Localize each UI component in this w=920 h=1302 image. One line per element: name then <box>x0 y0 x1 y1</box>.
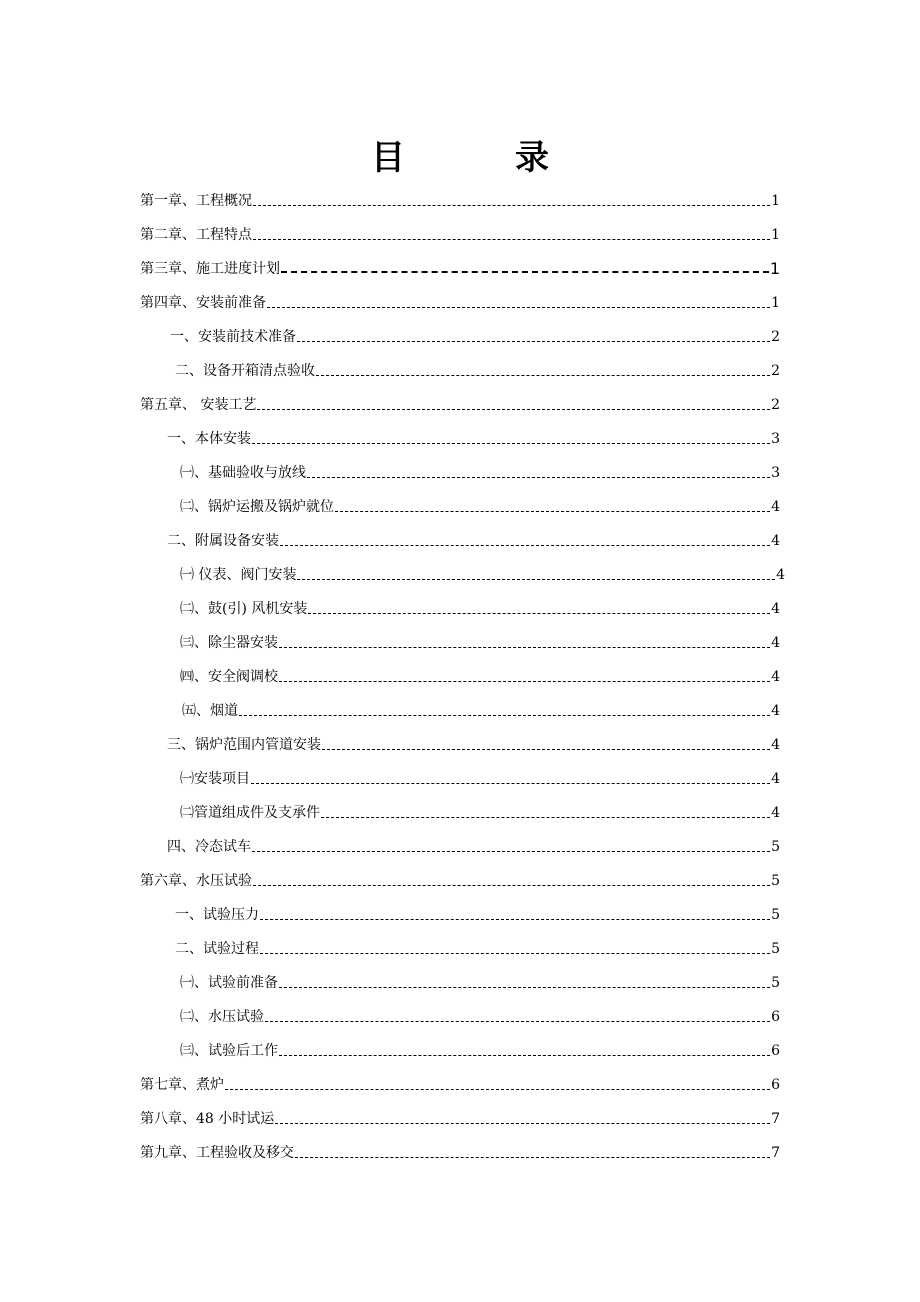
toc-entry[interactable] <box>140 225 780 245</box>
toc-entry[interactable] <box>140 1075 780 1095</box>
dot-leader <box>252 443 770 444</box>
toc-page-number: 2 <box>771 397 780 413</box>
title-char-right: 录 <box>515 138 549 178</box>
toc-page-number: 1 <box>771 295 780 311</box>
toc-entry[interactable] <box>180 565 785 585</box>
toc-entry-label: 一、试验压力 <box>175 907 259 923</box>
toc-entry[interactable] <box>140 395 780 415</box>
toc-entry[interactable] <box>140 191 780 211</box>
toc-entry-label: ㈡、鼓(引) 风机安装 <box>180 601 308 617</box>
toc-entry-label: 第二章、工程特点 <box>140 227 252 243</box>
toc-page-number: 4 <box>776 567 785 583</box>
toc-entry-label: ㈤、烟道 <box>182 703 238 719</box>
dot-leader <box>308 613 770 614</box>
dot-leader <box>225 1089 770 1090</box>
toc-entry-label: ㈡、锅炉运搬及锅炉就位 <box>180 499 334 515</box>
toc-page-number: 2 <box>771 329 780 345</box>
toc-page-number: 5 <box>771 941 780 957</box>
toc-entry[interactable] <box>180 1041 780 1061</box>
dot-leader <box>239 715 770 716</box>
toc-entry[interactable] <box>182 701 780 721</box>
toc-entry-label: 第四章、安装前准备 <box>140 295 266 311</box>
toc-entry[interactable] <box>140 1143 780 1163</box>
toc-page-number: 7 <box>771 1111 780 1127</box>
dot-leader <box>267 307 770 308</box>
dot-leader <box>279 987 770 988</box>
toc-entry-label: 二、试验过程 <box>175 941 259 957</box>
toc-entry-label: ㈠ 仪表、阀门安装 <box>180 567 297 583</box>
title-char-left: 目 <box>371 138 405 178</box>
toc-entry[interactable] <box>180 803 780 823</box>
toc-page-number: 5 <box>771 839 780 855</box>
dot-leader <box>251 783 770 784</box>
toc-entry[interactable] <box>180 1007 780 1027</box>
dot-leader <box>279 1055 770 1056</box>
toc-entry[interactable] <box>180 769 780 789</box>
dot-leader <box>252 851 770 852</box>
toc-entry[interactable] <box>167 837 780 857</box>
dot-leader <box>257 409 770 410</box>
toc-entry[interactable] <box>140 293 780 313</box>
toc-page-number: 5 <box>771 873 780 889</box>
dot-leader <box>321 817 770 818</box>
dot-leader <box>253 205 770 206</box>
toc-entry-label: ㈠安装项目 <box>180 771 250 787</box>
toc-entry-label: 第一章、工程概况 <box>140 193 252 209</box>
toc-entry[interactable] <box>180 633 780 653</box>
toc-page-number: 3 <box>771 431 780 447</box>
dot-leader <box>322 749 770 750</box>
toc-entry-label: 第三章、施工进度计划 <box>140 261 280 277</box>
dot-leader <box>307 477 770 478</box>
toc-entry-label: ㈠、基础验收与放线 <box>180 465 306 481</box>
toc-entry[interactable] <box>140 1109 780 1129</box>
toc-entry-label: 第六章、水压试验 <box>140 873 252 889</box>
toc-page-number: 4 <box>771 805 780 821</box>
toc-page-number: 5 <box>771 907 780 923</box>
toc-entry[interactable] <box>140 259 780 279</box>
toc-page-number: 5 <box>771 975 780 991</box>
toc-page-number: 4 <box>771 601 780 617</box>
dot-leader <box>265 1021 770 1022</box>
toc-entry-label: ㈢、试验后工作 <box>180 1043 278 1059</box>
toc-entry[interactable] <box>167 531 780 551</box>
dot-leader <box>316 375 770 376</box>
toc-entry[interactable] <box>180 667 780 687</box>
toc-entry-label: ㈡管道组成件及支承件 <box>180 805 320 821</box>
toc-entry-label: ㈠、试验前准备 <box>180 975 278 991</box>
toc-entry[interactable] <box>170 327 780 347</box>
toc-page-number: 1 <box>769 259 780 278</box>
toc-entry-label: 第八章、48 小时试运 <box>140 1111 275 1127</box>
dot-leader <box>297 579 775 580</box>
toc-entry-label: ㈡、水压试验 <box>180 1009 264 1025</box>
toc-entry[interactable] <box>180 463 780 483</box>
toc-entry-label: ㈣、安全阀调校 <box>180 669 278 685</box>
dot-leader <box>253 885 770 886</box>
dot-leader <box>260 919 770 920</box>
dot-leader <box>297 341 770 342</box>
toc-entry[interactable] <box>175 905 780 925</box>
toc-page-number: 4 <box>771 771 780 787</box>
toc-entry-label: 三、锅炉范围内管道安装 <box>167 737 321 753</box>
dot-leader <box>281 271 769 273</box>
toc-page-number: 3 <box>771 465 780 481</box>
dot-leader <box>253 239 770 240</box>
toc-page-number: 1 <box>771 193 780 209</box>
page-title <box>0 130 920 179</box>
toc-entry[interactable] <box>167 735 780 755</box>
toc-page-number: 6 <box>771 1043 780 1059</box>
toc-entry-label: 第七章、煮炉 <box>140 1077 224 1093</box>
dot-leader <box>280 545 770 546</box>
toc-entry[interactable] <box>180 497 780 517</box>
toc-page-number: 4 <box>771 533 780 549</box>
toc-entry[interactable] <box>175 361 780 381</box>
toc-entry[interactable] <box>180 973 780 993</box>
dot-leader <box>275 1123 770 1124</box>
dot-leader <box>279 647 770 648</box>
toc-entry[interactable] <box>180 599 780 619</box>
toc-entry-label: 四、冷态试车 <box>167 839 251 855</box>
toc-page-number: 4 <box>771 635 780 651</box>
toc-page-number: 4 <box>771 703 780 719</box>
toc-page-number: 4 <box>771 737 780 753</box>
dot-leader <box>260 953 770 954</box>
toc-entry[interactable] <box>175 939 780 959</box>
toc-page-number: 6 <box>771 1009 780 1025</box>
toc-entry[interactable] <box>140 871 780 891</box>
toc-entry-label: 第九章、工程验收及移交 <box>140 1145 294 1161</box>
toc-page-number: 1 <box>771 227 780 243</box>
toc-entry-label: 一、本体安装 <box>167 431 251 447</box>
toc-entry-label: 第五章、 安装工艺 <box>140 397 257 413</box>
dot-leader <box>279 681 770 682</box>
dot-leader <box>295 1157 770 1158</box>
toc-entry-label: 二、附属设备安装 <box>167 533 279 549</box>
toc-page-number: 6 <box>771 1077 780 1093</box>
toc-entry-label: 一、安装前技术准备 <box>170 329 296 345</box>
toc-entry-label: ㈢、除尘器安装 <box>180 635 278 651</box>
toc-entry-label: 二、设备开箱清点验收 <box>175 363 315 379</box>
toc-page-number: 7 <box>771 1145 780 1161</box>
toc-page-number: 4 <box>771 669 780 685</box>
dot-leader <box>335 511 770 512</box>
toc-page-number: 2 <box>771 363 780 379</box>
toc-page-number: 4 <box>771 499 780 515</box>
toc-entry[interactable] <box>167 429 780 449</box>
